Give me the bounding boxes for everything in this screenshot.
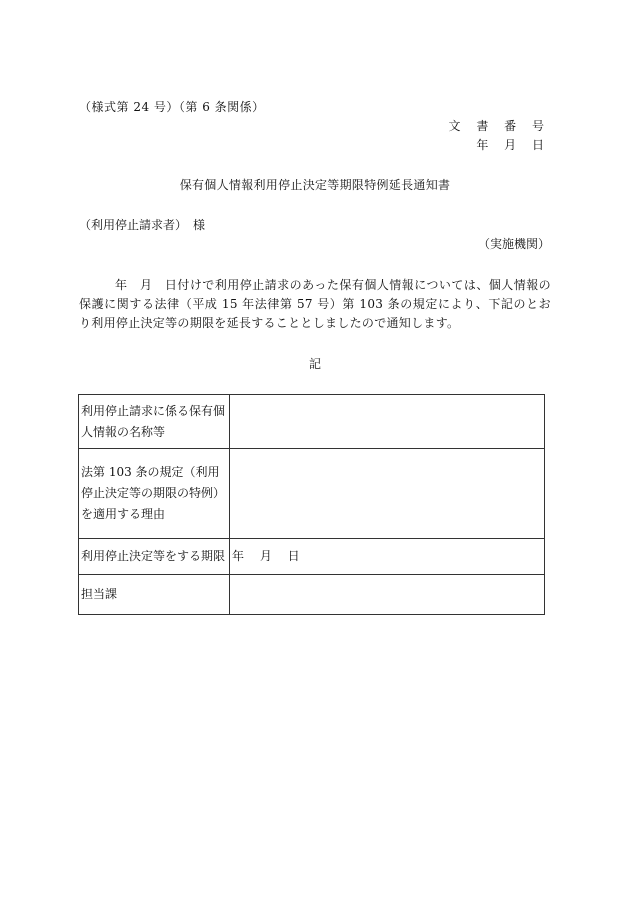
table-row: [79, 575, 545, 615]
row-value-department: [230, 575, 545, 615]
table-row: [79, 449, 545, 539]
form-reference: （様式第 24 号）（第 6 条関係）: [79, 100, 265, 114]
row-value-reason: [230, 449, 545, 539]
details-table: [78, 394, 545, 615]
row-label-information-name: 利用停止請求に係る保有個人情報の名称等: [79, 395, 230, 449]
row-value-deadline: 年 月 日: [230, 539, 545, 575]
row-label-reason: 法第 103 条の規定（利用停止決定等の期限の特例）を適用する理由: [79, 449, 230, 539]
document-title: 保有個人情報利用停止決定等期限特例延長通知書: [179, 178, 451, 192]
document-date-label: 年 月 日: [476, 138, 550, 152]
ki-heading: 記: [308, 357, 321, 371]
document-number-label: 文 書 番 号: [448, 119, 550, 133]
table-row: [79, 395, 545, 449]
recipient-line: （利用停止請求者） 様: [79, 218, 206, 232]
table-row: [79, 539, 545, 575]
notice-body-paragraph: 年 月 日付けで利用停止請求のあった保有個人情報については、個人情報の保護に関する法律（平成 15 年法律第 57 号）第 103 条の規定により、下記のとおり利用停止決定等の期限を延長することとしましたので通知します。: [79, 278, 551, 330]
row-label-department: 担当課: [79, 575, 230, 615]
row-label-deadline: 利用停止決定等をする期限: [79, 539, 230, 575]
row-value-information-name: [230, 395, 545, 449]
implementing-agency: （実施機関）: [477, 237, 550, 251]
